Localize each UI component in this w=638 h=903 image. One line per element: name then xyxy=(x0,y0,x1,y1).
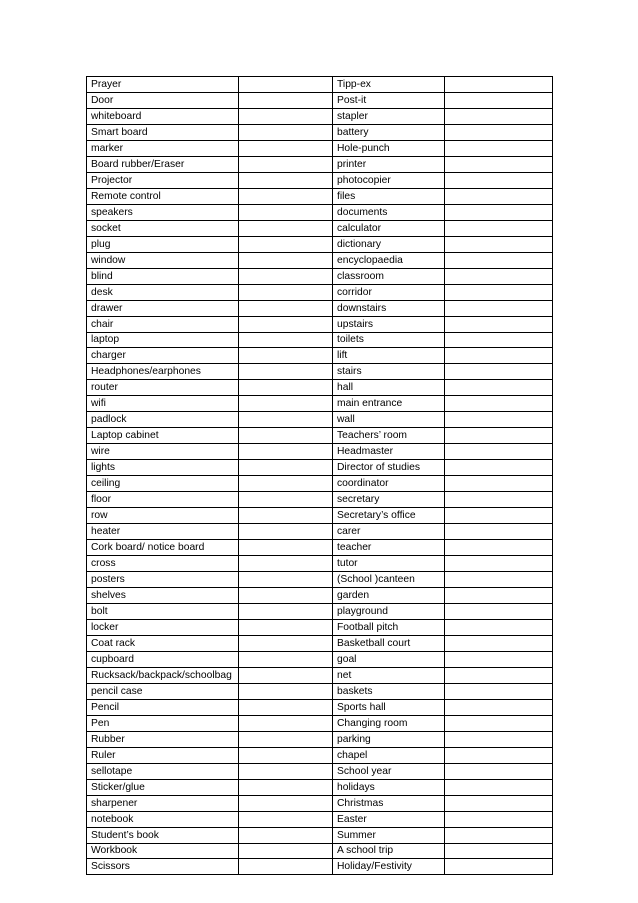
answer-cell-left xyxy=(239,380,333,396)
answer-cell-left xyxy=(239,108,333,124)
word-cell-left: Remote control xyxy=(87,188,239,204)
word-cell-right: teacher xyxy=(333,540,445,556)
answer-cell-right xyxy=(445,747,553,763)
answer-cell-left xyxy=(239,588,333,604)
word-cell-right: Tipp-ex xyxy=(333,77,445,93)
answer-cell-right xyxy=(445,140,553,156)
word-cell-right: corridor xyxy=(333,284,445,300)
word-cell-right: A school trip xyxy=(333,843,445,859)
answer-cell-right xyxy=(445,396,553,412)
word-cell-left: plug xyxy=(87,236,239,252)
word-cell-left: Pencil xyxy=(87,699,239,715)
word-cell-right: parking xyxy=(333,731,445,747)
table-row xyxy=(87,428,553,444)
answer-cell-right xyxy=(445,252,553,268)
answer-cell-left xyxy=(239,412,333,428)
table-row xyxy=(87,779,553,795)
answer-cell-left xyxy=(239,763,333,779)
table-row xyxy=(87,204,553,220)
answer-cell-right xyxy=(445,540,553,556)
answer-cell-left xyxy=(239,747,333,763)
answer-cell-right xyxy=(445,699,553,715)
word-cell-right: toilets xyxy=(333,332,445,348)
word-cell-right: Summer xyxy=(333,827,445,843)
word-cell-right: Changing room xyxy=(333,715,445,731)
word-cell-right: Director of studies xyxy=(333,460,445,476)
word-cell-left: Coat rack xyxy=(87,635,239,651)
answer-cell-left xyxy=(239,124,333,140)
table-row xyxy=(87,811,553,827)
answer-cell-right xyxy=(445,476,553,492)
word-cell-right: net xyxy=(333,667,445,683)
answer-cell-right xyxy=(445,236,553,252)
word-cell-right: Secretary’s office xyxy=(333,508,445,524)
table-row xyxy=(87,380,553,396)
table-row xyxy=(87,460,553,476)
word-cell-left: socket xyxy=(87,220,239,236)
answer-cell-left xyxy=(239,140,333,156)
table-row xyxy=(87,156,553,172)
table-row xyxy=(87,140,553,156)
word-cell-left: Pen xyxy=(87,715,239,731)
word-cell-left: wifi xyxy=(87,396,239,412)
answer-cell-right xyxy=(445,108,553,124)
answer-cell-left xyxy=(239,603,333,619)
answer-cell-right xyxy=(445,316,553,332)
answer-cell-right xyxy=(445,572,553,588)
answer-cell-right xyxy=(445,556,553,572)
answer-cell-left xyxy=(239,635,333,651)
word-cell-right: classroom xyxy=(333,268,445,284)
answer-cell-left xyxy=(239,172,333,188)
word-cell-right: Holiday/Festivity xyxy=(333,859,445,875)
answer-cell-left xyxy=(239,651,333,667)
table-row xyxy=(87,332,553,348)
answer-cell-left xyxy=(239,524,333,540)
answer-cell-right xyxy=(445,268,553,284)
word-cell-right: wall xyxy=(333,412,445,428)
word-cell-left: whiteboard xyxy=(87,108,239,124)
answer-cell-right xyxy=(445,667,553,683)
word-cell-right: tutor xyxy=(333,556,445,572)
answer-cell-right xyxy=(445,763,553,779)
answer-cell-right xyxy=(445,651,553,667)
answer-cell-right xyxy=(445,172,553,188)
word-cell-left: lights xyxy=(87,460,239,476)
table-row xyxy=(87,77,553,93)
answer-cell-right xyxy=(445,300,553,316)
answer-cell-right xyxy=(445,284,553,300)
word-cell-right: coordinator xyxy=(333,476,445,492)
word-cell-right: Basketball court xyxy=(333,635,445,651)
answer-cell-right xyxy=(445,204,553,220)
word-cell-left: blind xyxy=(87,268,239,284)
answer-cell-left xyxy=(239,667,333,683)
answer-cell-left xyxy=(239,508,333,524)
word-cell-left: wire xyxy=(87,444,239,460)
table-row xyxy=(87,220,553,236)
table-row xyxy=(87,827,553,843)
answer-cell-right xyxy=(445,77,553,93)
table-row xyxy=(87,188,553,204)
answer-cell-right xyxy=(445,428,553,444)
word-cell-right: files xyxy=(333,188,445,204)
answer-cell-left xyxy=(239,699,333,715)
table-row xyxy=(87,236,553,252)
word-cell-left: Prayer xyxy=(87,77,239,93)
answer-cell-left xyxy=(239,460,333,476)
word-cell-right: Christmas xyxy=(333,795,445,811)
table-row xyxy=(87,492,553,508)
word-cell-right: documents xyxy=(333,204,445,220)
table-row xyxy=(87,683,553,699)
table-row xyxy=(87,572,553,588)
answer-cell-left xyxy=(239,332,333,348)
answer-cell-right xyxy=(445,588,553,604)
table-row xyxy=(87,124,553,140)
table-row xyxy=(87,651,553,667)
word-cell-left: cross xyxy=(87,556,239,572)
answer-cell-right xyxy=(445,492,553,508)
table-row xyxy=(87,412,553,428)
answer-cell-left xyxy=(239,77,333,93)
word-cell-right: chapel xyxy=(333,747,445,763)
word-cell-left: padlock xyxy=(87,412,239,428)
table-row xyxy=(87,444,553,460)
answer-cell-right xyxy=(445,220,553,236)
word-cell-right: encyclopaedia xyxy=(333,252,445,268)
answer-cell-left xyxy=(239,252,333,268)
word-cell-left: notebook xyxy=(87,811,239,827)
answer-cell-right xyxy=(445,92,553,108)
answer-cell-right xyxy=(445,635,553,651)
answer-cell-left xyxy=(239,156,333,172)
word-cell-right: (School )canteen xyxy=(333,572,445,588)
word-cell-right: secretary xyxy=(333,492,445,508)
answer-cell-left xyxy=(239,396,333,412)
word-cell-right: main entrance xyxy=(333,396,445,412)
table-row xyxy=(87,172,553,188)
table-row xyxy=(87,763,553,779)
word-cell-left: Student’s book xyxy=(87,827,239,843)
word-cell-left: chair xyxy=(87,316,239,332)
answer-cell-left xyxy=(239,444,333,460)
word-cell-left: shelves xyxy=(87,588,239,604)
answer-cell-right xyxy=(445,779,553,795)
answer-cell-left xyxy=(239,827,333,843)
word-cell-right: dictionary xyxy=(333,236,445,252)
word-cell-right: calculator xyxy=(333,220,445,236)
answer-cell-right xyxy=(445,124,553,140)
table-row xyxy=(87,364,553,380)
answer-cell-left xyxy=(239,316,333,332)
word-cell-right: playground xyxy=(333,603,445,619)
answer-cell-right xyxy=(445,380,553,396)
word-cell-right: School year xyxy=(333,763,445,779)
answer-cell-right xyxy=(445,619,553,635)
vocabulary-table-body xyxy=(87,77,553,875)
table-row xyxy=(87,252,553,268)
table-row xyxy=(87,476,553,492)
answer-cell-left xyxy=(239,236,333,252)
word-cell-right: carer xyxy=(333,524,445,540)
table-row xyxy=(87,795,553,811)
word-cell-left: Ruler xyxy=(87,747,239,763)
answer-cell-left xyxy=(239,843,333,859)
answer-cell-right xyxy=(445,364,553,380)
word-cell-right: downstairs xyxy=(333,300,445,316)
answer-cell-left xyxy=(239,779,333,795)
vocabulary-table xyxy=(86,76,553,875)
word-cell-right: Post-it xyxy=(333,92,445,108)
word-cell-right: baskets xyxy=(333,683,445,699)
word-cell-left: Rubber xyxy=(87,731,239,747)
answer-cell-left xyxy=(239,540,333,556)
word-cell-left: floor xyxy=(87,492,239,508)
table-row xyxy=(87,731,553,747)
answer-cell-right xyxy=(445,811,553,827)
word-cell-right: lift xyxy=(333,348,445,364)
answer-cell-left xyxy=(239,556,333,572)
table-row xyxy=(87,284,553,300)
table-row xyxy=(87,540,553,556)
word-cell-left: bolt xyxy=(87,603,239,619)
word-cell-left: Headphones/earphones xyxy=(87,364,239,380)
word-cell-right: stairs xyxy=(333,364,445,380)
answer-cell-left xyxy=(239,220,333,236)
answer-cell-left xyxy=(239,715,333,731)
answer-cell-right xyxy=(445,524,553,540)
word-cell-right: battery xyxy=(333,124,445,140)
answer-cell-right xyxy=(445,412,553,428)
table-row xyxy=(87,747,553,763)
answer-cell-left xyxy=(239,795,333,811)
answer-cell-right xyxy=(445,348,553,364)
answer-cell-right xyxy=(445,332,553,348)
answer-cell-left xyxy=(239,572,333,588)
word-cell-right: Football pitch xyxy=(333,619,445,635)
word-cell-left: Rucksack/backpack/schoolbag xyxy=(87,667,239,683)
word-cell-right: hall xyxy=(333,380,445,396)
word-cell-left: sellotape xyxy=(87,763,239,779)
word-cell-left: heater xyxy=(87,524,239,540)
word-cell-right: Teachers’ room xyxy=(333,428,445,444)
word-cell-left: router xyxy=(87,380,239,396)
table-row xyxy=(87,588,553,604)
word-cell-left: speakers xyxy=(87,204,239,220)
word-cell-left: sharpener xyxy=(87,795,239,811)
answer-cell-right xyxy=(445,156,553,172)
word-cell-left: Door xyxy=(87,92,239,108)
word-cell-left: Board rubber/Eraser xyxy=(87,156,239,172)
word-cell-left: Projector xyxy=(87,172,239,188)
word-cell-right: Headmaster xyxy=(333,444,445,460)
answer-cell-right xyxy=(445,843,553,859)
answer-cell-right xyxy=(445,731,553,747)
answer-cell-right xyxy=(445,460,553,476)
table-row xyxy=(87,108,553,124)
table-row xyxy=(87,715,553,731)
word-cell-left: Laptop cabinet xyxy=(87,428,239,444)
word-cell-left: cupboard xyxy=(87,651,239,667)
answer-cell-left xyxy=(239,731,333,747)
table-row xyxy=(87,268,553,284)
word-cell-left: posters xyxy=(87,572,239,588)
table-row xyxy=(87,300,553,316)
word-cell-left: desk xyxy=(87,284,239,300)
answer-cell-left xyxy=(239,476,333,492)
answer-cell-left xyxy=(239,300,333,316)
table-row xyxy=(87,699,553,715)
answer-cell-left xyxy=(239,268,333,284)
word-cell-right: Sports hall xyxy=(333,699,445,715)
word-cell-right: printer xyxy=(333,156,445,172)
answer-cell-right xyxy=(445,859,553,875)
table-row xyxy=(87,524,553,540)
word-cell-right: Hole-punch xyxy=(333,140,445,156)
answer-cell-left xyxy=(239,428,333,444)
answer-cell-left xyxy=(239,859,333,875)
answer-cell-left xyxy=(239,188,333,204)
answer-cell-right xyxy=(445,795,553,811)
answer-cell-right xyxy=(445,603,553,619)
table-row xyxy=(87,859,553,875)
word-cell-left: ceiling xyxy=(87,476,239,492)
word-cell-left: Smart board xyxy=(87,124,239,140)
table-row xyxy=(87,667,553,683)
word-cell-left: laptop xyxy=(87,332,239,348)
word-cell-left: Cork board/ notice board xyxy=(87,540,239,556)
answer-cell-right xyxy=(445,444,553,460)
word-cell-right: stapler xyxy=(333,108,445,124)
word-cell-left: charger xyxy=(87,348,239,364)
answer-cell-left xyxy=(239,619,333,635)
answer-cell-right xyxy=(445,827,553,843)
table-row xyxy=(87,348,553,364)
table-row xyxy=(87,635,553,651)
table-row xyxy=(87,316,553,332)
table-row xyxy=(87,619,553,635)
answer-cell-right xyxy=(445,508,553,524)
word-cell-left: Workbook xyxy=(87,843,239,859)
answer-cell-left xyxy=(239,492,333,508)
table-row xyxy=(87,556,553,572)
word-cell-right: Easter xyxy=(333,811,445,827)
word-cell-right: upstairs xyxy=(333,316,445,332)
answer-cell-right xyxy=(445,715,553,731)
answer-cell-left xyxy=(239,364,333,380)
answer-cell-left xyxy=(239,811,333,827)
table-row xyxy=(87,92,553,108)
word-cell-right: garden xyxy=(333,588,445,604)
word-cell-left: pencil case xyxy=(87,683,239,699)
word-cell-left: locker xyxy=(87,619,239,635)
word-cell-left: Scissors xyxy=(87,859,239,875)
word-cell-left: marker xyxy=(87,140,239,156)
word-cell-left: drawer xyxy=(87,300,239,316)
table-row xyxy=(87,508,553,524)
table-row xyxy=(87,396,553,412)
table-row xyxy=(87,843,553,859)
table-row xyxy=(87,603,553,619)
answer-cell-left xyxy=(239,348,333,364)
answer-cell-left xyxy=(239,204,333,220)
word-cell-left: row xyxy=(87,508,239,524)
word-cell-right: holidays xyxy=(333,779,445,795)
answer-cell-left xyxy=(239,92,333,108)
word-cell-left: Sticker/glue xyxy=(87,779,239,795)
word-cell-right: photocopier xyxy=(333,172,445,188)
answer-cell-left xyxy=(239,284,333,300)
answer-cell-right xyxy=(445,683,553,699)
word-cell-right: goal xyxy=(333,651,445,667)
answer-cell-left xyxy=(239,683,333,699)
answer-cell-right xyxy=(445,188,553,204)
word-cell-left: window xyxy=(87,252,239,268)
